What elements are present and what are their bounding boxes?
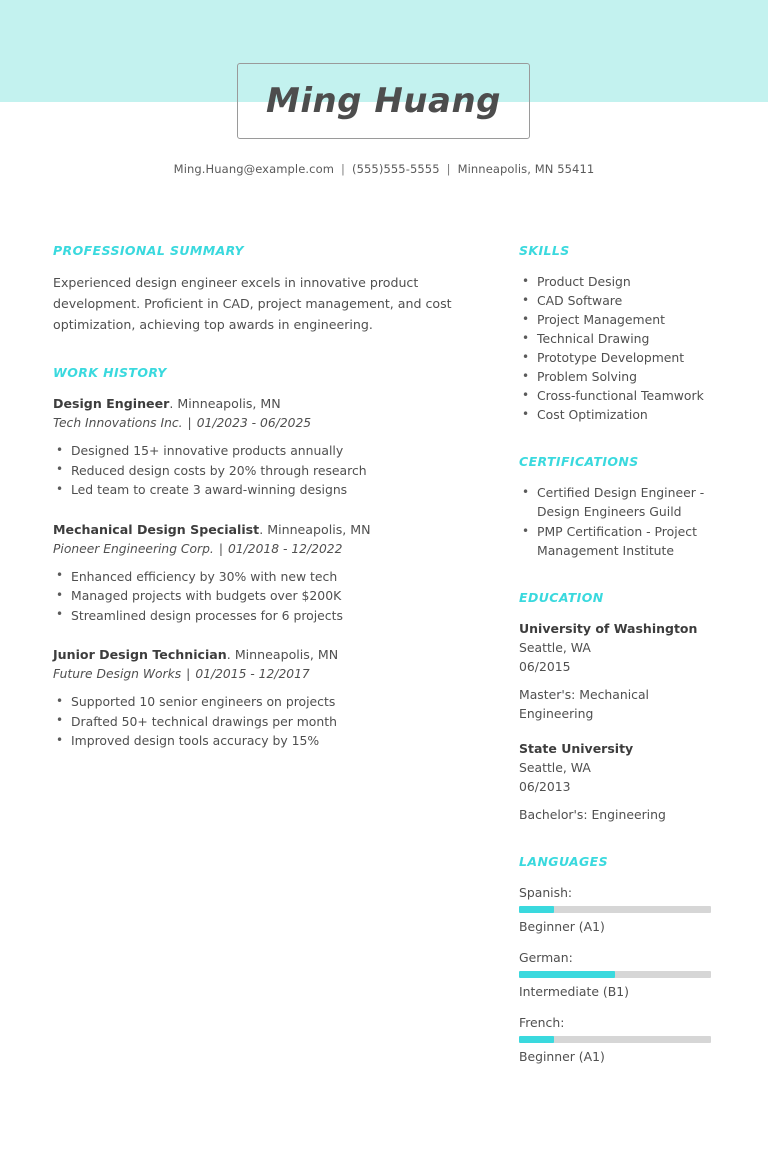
page-title: Ming Huang	[265, 81, 501, 121]
education-location: Seattle, WA	[519, 640, 591, 655]
language-entry	[519, 1013, 719, 1066]
skills-list	[519, 272, 719, 424]
contact-phone: (555)555-5555	[352, 162, 440, 176]
section-title-summary: PROFESSIONAL SUMMARY	[53, 243, 245, 258]
job-entry	[53, 520, 478, 626]
language-progress-fill	[519, 1036, 554, 1043]
job-heading	[53, 520, 478, 539]
job-entry	[53, 394, 478, 500]
job-subheading	[53, 665, 478, 684]
education-entry	[519, 619, 719, 723]
job-bullet-list	[53, 567, 478, 626]
job-location: Minneapolis, MN	[267, 521, 371, 537]
education-location: Seattle, WA	[519, 760, 591, 775]
list-item: • Improved design tools accuracy by 15%	[53, 731, 478, 751]
language-level: Intermediate (B1)	[519, 984, 629, 999]
job-entry	[53, 645, 478, 751]
language-entry	[519, 948, 719, 1001]
list-item: • Designed 15+ innovative products annually	[53, 441, 478, 461]
job-location: Minneapolis, MN	[177, 396, 281, 411]
contact-line	[0, 162, 768, 176]
job-location: Minneapolis, MN	[234, 647, 339, 662]
job-separator: |	[186, 667, 191, 681]
name-box	[237, 63, 530, 139]
list-item: • Led team to create 3 award-winning designs	[53, 480, 478, 500]
job-company: Tech Innovations Inc.	[53, 416, 183, 430]
education-date: 06/2013	[519, 779, 571, 794]
list-item: • Managed projects with budgets over $200K	[53, 586, 478, 606]
job-separator: |	[218, 541, 223, 556]
job-dates: 01/2015 - 12/2017	[195, 667, 310, 681]
list-item: • Technical Drawing	[519, 329, 719, 348]
education-school: University of Washington	[519, 621, 698, 636]
list-item: • Product Design	[519, 272, 719, 291]
section-professional-summary	[53, 243, 478, 335]
job-dates: 01/2018 - 12/2022	[227, 541, 343, 556]
list-item: • Certified Design Engineer - Design Engineers Guild	[519, 483, 719, 521]
language-progress-track	[519, 1036, 711, 1043]
job-heading	[53, 645, 478, 664]
job-subheading	[53, 540, 478, 559]
list-item: • CAD Software	[519, 291, 719, 310]
contact-email: Ming.Huang@example.com	[173, 162, 335, 176]
list-item: • Cross-functional Teamwork	[519, 386, 719, 405]
list-item: • Project Management	[519, 310, 719, 329]
list-item: • Enhanced efficiency by 30% with new tech	[53, 567, 478, 587]
section-languages	[519, 854, 719, 1066]
language-progress-fill	[519, 906, 554, 913]
contact-separator-1: |	[341, 162, 346, 176]
list-item: • Supported 10 senior engineers on projects	[53, 692, 478, 712]
language-level: Beginner (A1)	[519, 919, 605, 934]
section-education	[519, 590, 719, 824]
language-progress-fill	[519, 971, 615, 978]
list-item: • Drafted 50+ technical drawings per month	[53, 712, 478, 732]
section-skills	[519, 243, 719, 424]
job-title-period: .	[169, 396, 174, 411]
job-bullet-list	[53, 692, 478, 751]
education-date: 06/2015	[519, 659, 571, 674]
job-company: Pioneer Engineering Corp.	[53, 541, 214, 556]
job-title-period: .	[226, 647, 231, 662]
section-title-work-history: WORK HISTORY	[53, 365, 167, 380]
summary-text: Experienced design engineer excels in innovative product development. Proficient in CAD, project management, and cost optimization, achieving top awards in engineering.	[53, 275, 452, 332]
list-item: • PMP Certification - Project Management Institute	[519, 522, 719, 560]
contact-location: Minneapolis, MN 55411	[457, 162, 595, 176]
list-item: • Problem Solving	[519, 367, 719, 386]
job-title: Design Engineer	[53, 396, 170, 411]
language-entry	[519, 883, 719, 936]
list-item: • Streamlined design processes for 6 projects	[53, 606, 478, 626]
job-separator: |	[187, 416, 192, 430]
job-title: Junior Design Technician	[53, 647, 227, 662]
contact-separator-2: |	[446, 162, 451, 176]
section-title-skills: SKILLS	[519, 243, 570, 258]
list-item: • Cost Optimization	[519, 405, 719, 424]
job-dates: 01/2023 - 06/2025	[196, 416, 312, 430]
list-item: • Prototype Development	[519, 348, 719, 367]
section-title-languages: LANGUAGES	[519, 854, 609, 869]
education-school: State University	[519, 741, 634, 756]
job-company: Future Design Works	[53, 667, 182, 681]
job-heading	[53, 394, 478, 413]
language-name: Spanish:	[519, 885, 573, 900]
job-title-period: .	[259, 521, 264, 537]
language-name: German:	[519, 950, 573, 965]
language-progress-track	[519, 906, 711, 913]
education-degree: Master's: Mechanical Engineering	[519, 687, 650, 721]
job-subheading	[53, 414, 478, 433]
education-degree: Bachelor's: Engineering	[519, 807, 666, 822]
section-title-education: EDUCATION	[519, 590, 604, 605]
section-title-certifications: CERTIFICATIONS	[519, 454, 639, 469]
right-column	[519, 243, 719, 1078]
education-entry	[519, 739, 719, 824]
list-item: • Reduced design costs by 20% through research	[53, 461, 478, 481]
language-name: French:	[519, 1015, 565, 1030]
section-work-history	[53, 365, 478, 751]
section-certifications	[519, 454, 719, 560]
job-bullet-list	[53, 441, 478, 500]
job-title: Mechanical Design Specialist	[53, 521, 260, 537]
language-progress-track	[519, 971, 711, 978]
certifications-list	[519, 483, 719, 560]
language-level: Beginner (A1)	[519, 1049, 605, 1064]
left-column	[53, 243, 478, 771]
